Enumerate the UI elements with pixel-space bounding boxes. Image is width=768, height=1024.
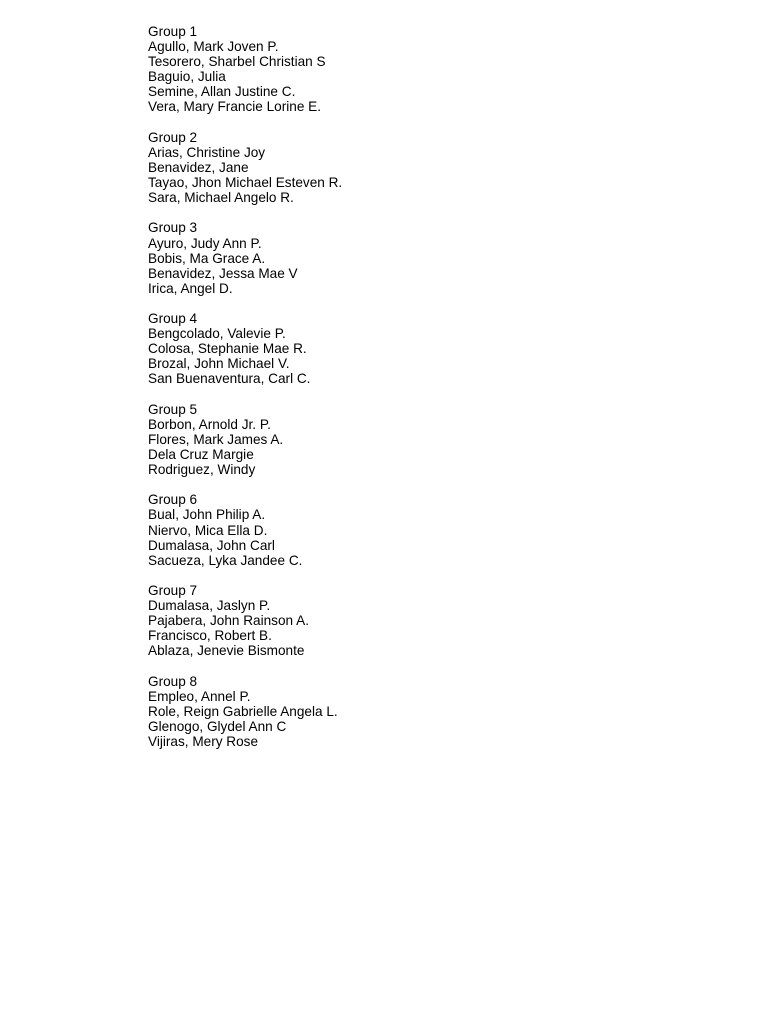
group-member: Ablaza, Jenevie Bismonte [148, 643, 305, 659]
group-title: Group 8 [148, 673, 198, 689]
group-member: Dumalasa, John Carl [148, 537, 275, 553]
group-member: Niervo, Mica Ella D. [148, 522, 268, 538]
group-3 [148, 220, 342, 295]
group-member: Francisco, Robert B. [148, 628, 272, 644]
group-member: Benavidez, Jane [148, 159, 249, 175]
group-member: Dela Cruz Margie [148, 447, 254, 462]
group-member: Bual, John Philip A. [148, 507, 266, 523]
group-member: Ayuro, Judy Ann P. [148, 235, 262, 251]
group-2 [148, 130, 342, 205]
group-member: Empleo, Annel P. [148, 688, 251, 704]
group-title: Group 2 [148, 129, 198, 145]
group-1 [148, 24, 342, 115]
group-member: Vijiras, Mery Rose [148, 734, 259, 750]
group-8 [148, 674, 342, 749]
group-member: Borbon, Arnold Jr. P. [148, 416, 271, 432]
group-member: Glenogo, Glydel Ann C [148, 718, 287, 734]
group-member: Sara, Michael Angelo R. [148, 190, 294, 206]
group-member: Agullo, Mark Joven P. [148, 39, 279, 55]
group-member: Baguio, Julia [148, 69, 226, 85]
group-member: Flores, Mark James A. [148, 431, 284, 447]
group-member: Pajabera, John Rainson A. [148, 613, 309, 629]
group-member: San Buenaventura, Carl C. [148, 371, 311, 387]
group-member: Colosa, Stephanie Mae R. [148, 341, 307, 357]
group-member: Tayao, Jhon Michael Esteven R. [148, 175, 343, 191]
group-member: Role, Reign Gabrielle Angela L. [148, 703, 338, 719]
group-member: Benavidez, Jessa Mae V [148, 265, 298, 281]
group-member: Bengcolado, Valevie P. [148, 326, 286, 342]
group-4 [148, 311, 342, 386]
group-title: Group 5 [148, 401, 198, 417]
group-title: Group 6 [148, 492, 198, 508]
group-member: Tesorero, Sharbel Christian S [148, 54, 326, 70]
group-member: Dumalasa, Jaslyn P. [148, 598, 271, 614]
group-title: Group 4 [148, 311, 198, 327]
group-title: Group 7 [148, 583, 198, 599]
group-5 [148, 402, 342, 477]
group-member: Bobis, Ma Grace A. [148, 250, 266, 266]
group-6 [148, 492, 342, 567]
group-member: Rodriguez, Windy [148, 462, 256, 478]
group-member: Sacueza, Lyka Jandee C. [148, 552, 303, 568]
group-member: Arias, Christine Joy [148, 144, 266, 160]
group-member: Vera, Mary Francie Lorine E. [148, 99, 322, 115]
group-title: Group 3 [148, 220, 198, 236]
group-7 [148, 583, 342, 658]
group-member: Irica, Angel D. [148, 280, 233, 296]
group-list [148, 24, 342, 764]
group-member: Brozal, John Michael V. [148, 356, 290, 372]
group-member: Semine, Allan Justine C. [148, 84, 296, 100]
group-title: Group 1 [148, 24, 198, 39]
